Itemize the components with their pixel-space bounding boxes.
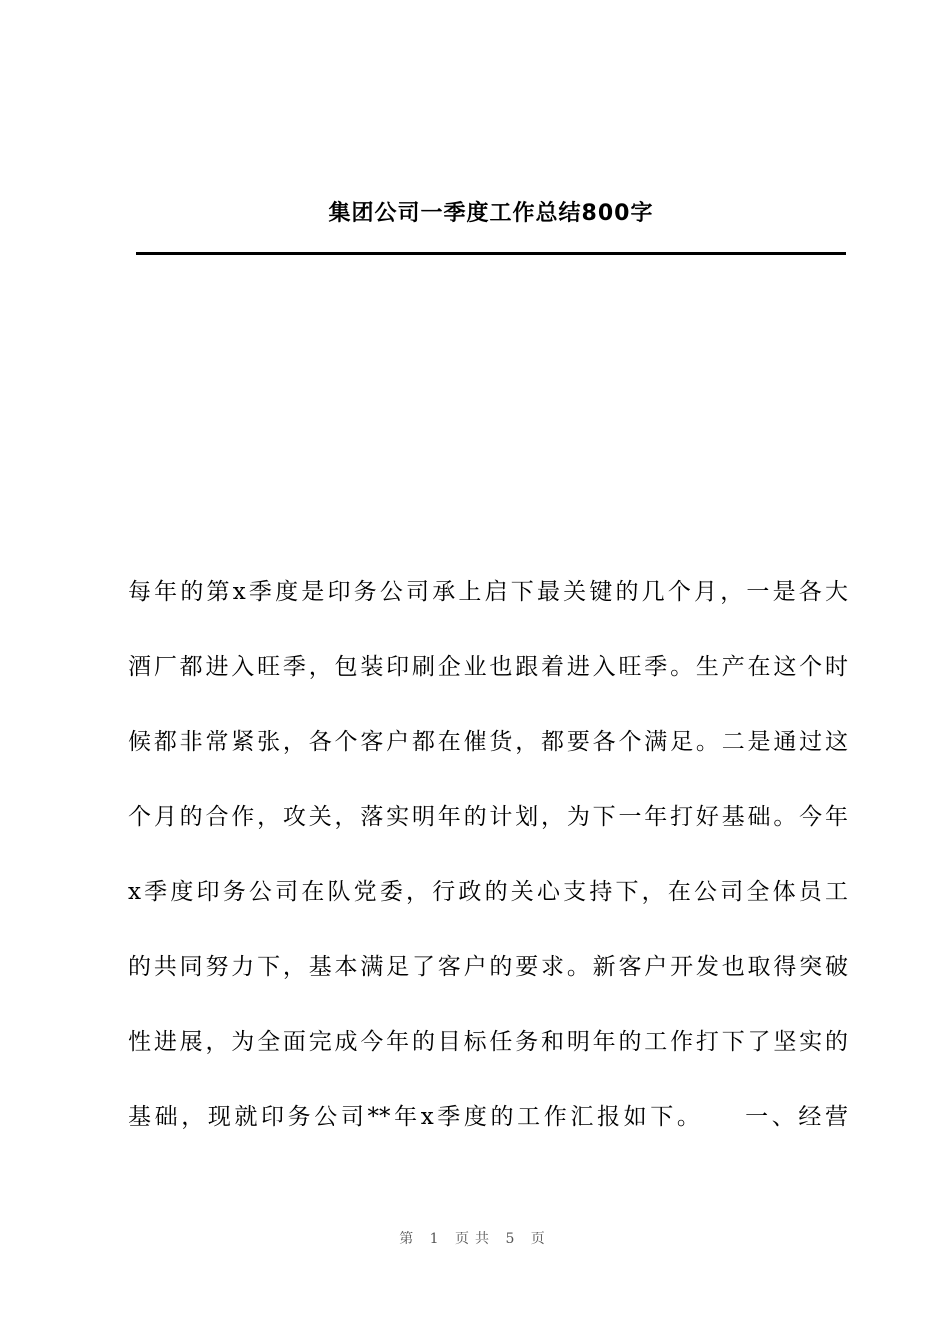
body-line: [128, 1097, 848, 1137]
body-line-text: 个月的合作，攻关，落实明年的计划，为下一年打好基础。今年: [128, 804, 848, 830]
body-line: [128, 647, 848, 687]
body-line-text: 基础，现就印务公司**年x季度的工作汇报如下。 一、经营: [128, 1104, 848, 1130]
body-line: [128, 572, 848, 612]
body-line-text: 候都非常紧张，各个客户都在催货，都要各个满足。二是通过这: [128, 729, 848, 755]
body-line-text: 性进展，为全面完成今年的目标任务和明年的工作打下了坚实的: [128, 1029, 848, 1055]
body-line: [128, 947, 848, 987]
body-line: [128, 1022, 848, 1062]
body-line-text: 酒厂都进入旺季，包装印刷企业也跟着进入旺季。生产在这个时: [128, 654, 848, 680]
body-line: [128, 872, 848, 912]
body-line-text: x季度印务公司在队党委，行政的关心支持下，在公司全体员工: [128, 879, 848, 905]
page-footer: 第 1 页共 5 页: [399, 1231, 551, 1247]
body-line-text: 每年的第x季度是印务公司承上启下最关键的几个月，一是各大: [128, 579, 848, 605]
title-divider: [136, 252, 846, 255]
body-line-text: 的共同努力下，基本满足了客户的要求。新客户开发也取得突破: [128, 954, 848, 980]
body-line: [128, 722, 848, 762]
document-title: 集团公司一季度工作总结800字: [328, 201, 654, 226]
body-line: [128, 797, 848, 837]
